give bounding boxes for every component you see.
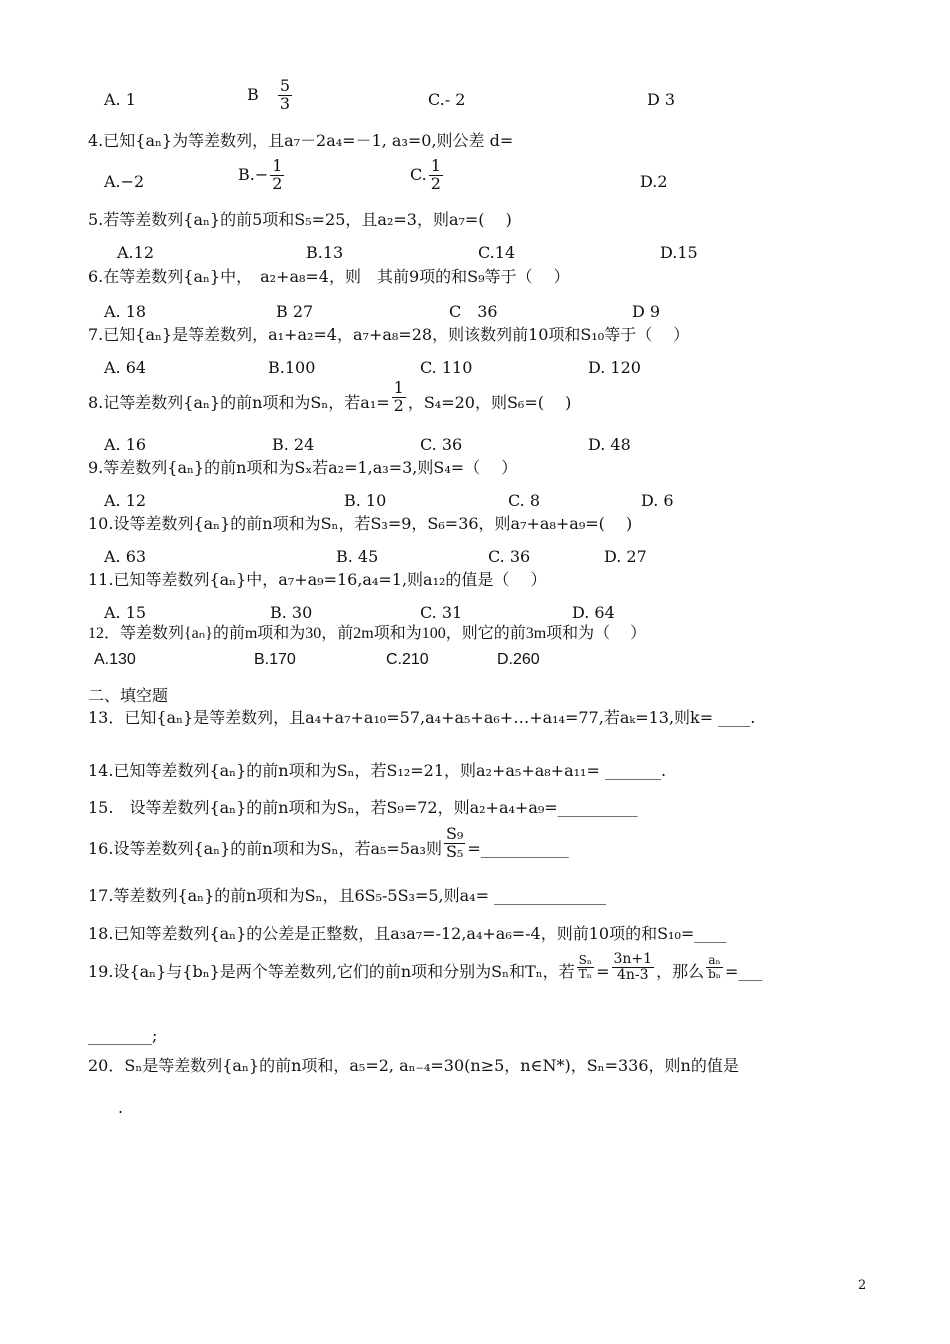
fraction-denominator: S₅: [445, 841, 464, 861]
fraction-denominator: bₙ: [708, 967, 721, 981]
question-7: 7.已知{aₙ}是等差数列，a₁+a₂=4，a₇+a₈=28，则该数列前10项和S₁₀等于（ ）: [88, 325, 690, 344]
q3-option-b-label: B: [247, 84, 259, 104]
question-17: 17.等差数列{aₙ}的前n项和为Sₙ，且6S₅-5S₃=5,则a₄= ______________: [88, 886, 607, 905]
question-13: 13．已知{aₙ}是等差数列，且a₄+a₇+a₁₀=57,a₄+a₅+a₆+…+a₁₄=77,若aₖ=13,则k= ____.: [88, 708, 756, 727]
question-10: 10.设等差数列{aₙ}的前n项和为Sₙ，若S₃=9，S₆=36，则a₇+a₈+a₉=( ): [88, 514, 633, 533]
fraction-numerator: 3n+1: [613, 951, 653, 968]
q7-option-c: C. 110: [420, 358, 473, 377]
question-16-text-b: =___________: [467, 838, 569, 858]
question-19-equals: =: [596, 962, 610, 981]
question-4: 4.已知{aₙ}为等差数列，且a₇－2a₄=－1, a₃=0,则公差 d=: [88, 131, 514, 150]
fraction-denominator: 2: [393, 395, 404, 415]
q5-option-c: C.14: [478, 243, 516, 262]
q5-option-b: B.13: [306, 243, 344, 262]
question-19-continuation: ________;: [88, 1026, 158, 1045]
fraction-denominator: 4n-3: [617, 967, 649, 983]
q8-option-d: D. 48: [588, 435, 631, 454]
q4-option-c-label: C.: [410, 164, 427, 184]
question-11: 11.已知等差数列{aₙ}中，a₇+a₉=16,a₄=1,则a₁₂的值是（ ）: [88, 570, 547, 589]
q6-option-a: A. 18: [104, 302, 147, 321]
q3-option-b: [247, 78, 294, 113]
q4-option-b-fraction: [270, 158, 284, 193]
q8-option-c: C. 36: [420, 435, 463, 454]
q4-option-c-fraction: [429, 158, 443, 193]
q3-option-c: C.- 2: [428, 90, 466, 109]
fraction-numerator: aₙ: [706, 954, 723, 968]
question-19-text-b: ，那么: [656, 962, 705, 981]
q12-option-b: B.170: [254, 651, 296, 668]
question-19: [88, 951, 763, 983]
q3-option-b-fraction: [278, 78, 292, 113]
q12-option-a: A.130: [94, 651, 136, 668]
q19-fraction-s-t: [577, 954, 594, 980]
section-2-title: 二、填空题: [88, 686, 169, 705]
question-15: 15. 设等差数列{aₙ}的前n项和为Sₙ，若S₉=72，则a₂+a₄+a₉=__________: [88, 798, 638, 817]
q8-fraction: [392, 380, 406, 415]
q4-option-d: D.2: [640, 172, 668, 191]
fraction-numerator: 5: [279, 76, 291, 95]
q11-option-d: D. 64: [572, 603, 615, 622]
q4-option-b: [238, 158, 286, 193]
q9-option-b: B. 10: [344, 491, 387, 510]
q10-option-b: B. 45: [336, 547, 379, 566]
q9-option-a: A. 12: [104, 491, 147, 510]
question-5: 5.若等差数列{aₙ}的前5项和S₅=25，且a₂=3，则a₇=( ): [88, 210, 512, 229]
question-9: 9.等差数列{aₙ}的前n项和为Sₓ若a₂=1,a₃=3,则S₄=（ ）: [88, 458, 518, 477]
fraction-denominator: 2: [272, 173, 283, 193]
question-16: [88, 824, 569, 861]
q19-fraction-ratio: [612, 952, 655, 982]
q10-option-c: C. 36: [488, 547, 531, 566]
fraction-numerator: S₉: [445, 824, 464, 843]
q8-option-a: A. 16: [104, 435, 147, 454]
q4-option-a: A.−2: [104, 172, 145, 191]
question-19-text-c: =___: [724, 962, 763, 981]
q3-option-a: A. 1: [104, 90, 136, 109]
question-16-text-a: 16.设等差数列{aₙ}的前n项和为Sₙ，若a₅=5a₃则: [88, 838, 442, 858]
q10-option-d: D. 27: [604, 547, 647, 566]
q5-option-d: D.15: [660, 243, 698, 262]
question-20: 20．Sₙ是等差数列{aₙ}的前n项和，a₅=2, aₙ₋₄=30(n≥5，n∈N*)，Sₙ=336，则n的值是: [88, 1056, 739, 1075]
question-20-continuation: .: [118, 1098, 124, 1117]
q19-fraction-a-b: [706, 954, 723, 980]
question-18: 18.已知等差数列{aₙ}的公差是正整数，且a₃a₇=-12,a₄+a₆=-4，则前10项的和S₁₀=____: [88, 924, 727, 943]
q9-option-c: C. 8: [508, 491, 541, 510]
q11-option-c: C. 31: [420, 603, 463, 622]
q11-option-b: B. 30: [270, 603, 313, 622]
q4-option-b-label: B.−: [238, 164, 269, 184]
question-8-text-a: 8.记等差数列{aₙ}的前n项和为Sₙ，若a₁=: [88, 392, 390, 412]
page-number: 2: [858, 1278, 867, 1293]
fraction-numerator: Sₙ: [578, 953, 593, 968]
q3-option-d: D 3: [647, 90, 676, 109]
q9-option-d: D. 6: [641, 491, 674, 510]
fraction-numerator: 1: [272, 156, 283, 175]
question-6: 6.在等差数列{aₙ}中， a₂+a₈=4，则 其前9项的和S₉等于（ ）: [88, 267, 570, 286]
q12-option-d: D.260: [497, 651, 540, 668]
question-14: 14.已知等差数列{aₙ}的前n项和为Sₙ，若S₁₂=21，则a₂+a₅+a₈+a₁₁= _______.: [88, 761, 667, 780]
q10-option-a: A. 63: [104, 547, 147, 566]
q6-option-b: B 27: [276, 302, 314, 321]
q6-option-d: D 9: [632, 302, 661, 321]
q11-option-a: A. 15: [104, 603, 147, 622]
fraction-numerator: 1: [393, 378, 404, 397]
question-19-text-a: 19.设{aₙ}与{bₙ}是两个等差数列,它们的前n项和分别为Sₙ和Tₙ，若: [88, 962, 575, 981]
q7-option-a: A. 64: [104, 358, 147, 377]
q5-option-a: A.12: [117, 243, 154, 262]
fraction-denominator: Tₙ: [578, 967, 592, 981]
question-8-text-b: ，S₄=20，则S₆=( ): [407, 392, 572, 412]
q4-option-c: [410, 158, 445, 193]
fraction-numerator: 1: [430, 156, 441, 175]
q12-option-c: C.210: [386, 651, 429, 668]
q16-fraction: [444, 826, 465, 861]
fraction-denominator: 3: [279, 93, 291, 113]
q8-option-b: B. 24: [272, 435, 315, 454]
question-12: 12．等差数列{aₙ}的前m项和为30，前2m项和为100，则它的前3m项和为（ ）: [88, 625, 647, 642]
fraction-denominator: 2: [430, 173, 441, 193]
q6-option-c: C 36: [449, 302, 498, 321]
q7-option-d: D. 120: [588, 358, 641, 377]
q7-option-b: B.100: [268, 358, 316, 377]
question-8: [88, 378, 572, 415]
